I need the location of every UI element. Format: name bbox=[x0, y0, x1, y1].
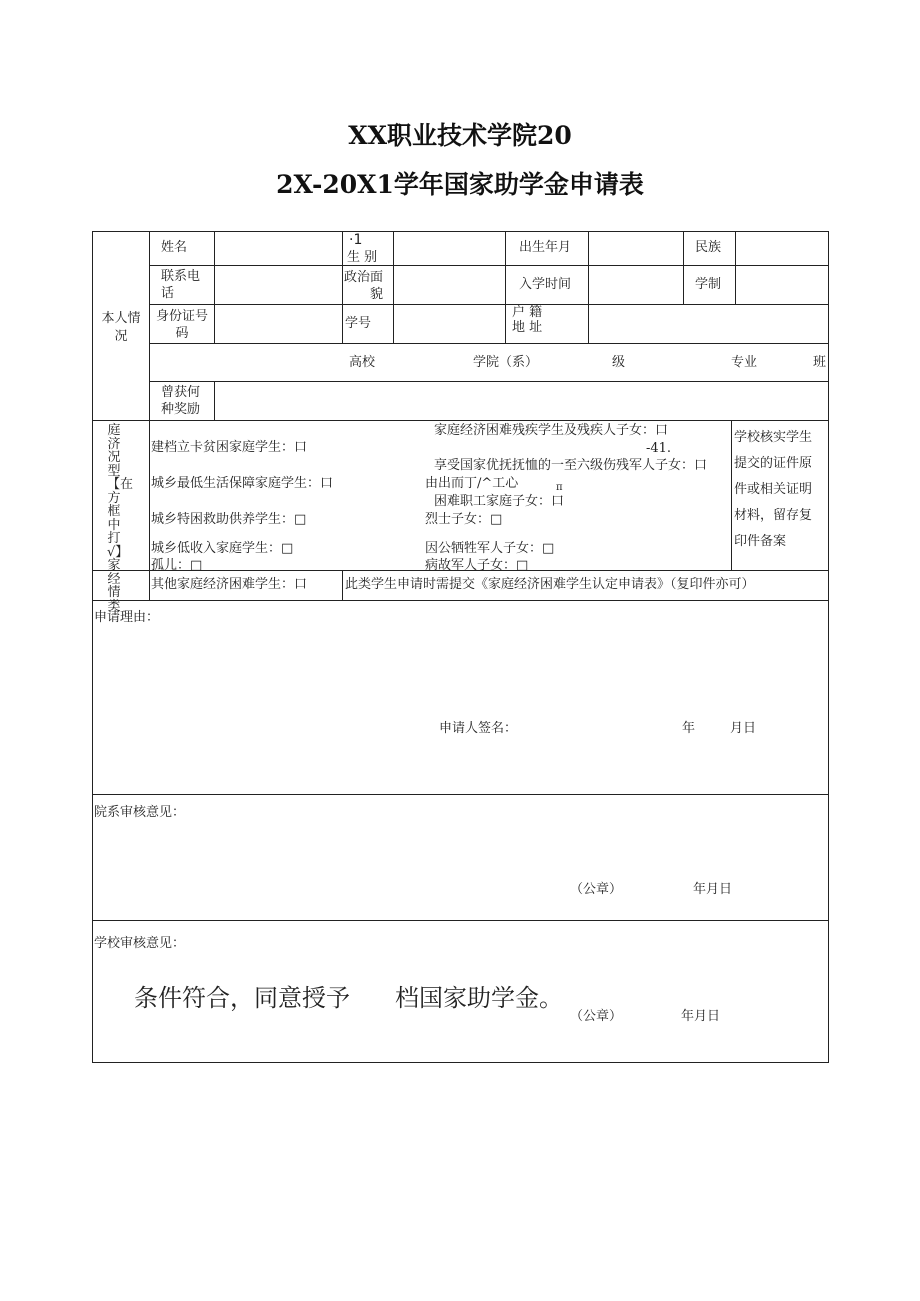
label-college: 学院（系） bbox=[473, 355, 539, 370]
form-title-line2: 2X-20X1学年国家助学金申请表 bbox=[276, 170, 644, 199]
school-review-label: 学校审核意见： bbox=[94, 936, 186, 951]
date-month-day: 月日 bbox=[730, 721, 757, 736]
school-review-text-a: 条件符合，同意授予 bbox=[134, 984, 350, 1012]
checkbox-disabled[interactable]: 家庭经济困难残疾学生及残疾人子女：口 bbox=[434, 423, 669, 438]
note-pi: π bbox=[556, 482, 563, 493]
rule bbox=[149, 343, 828, 344]
checkbox-illness-death[interactable]: 病故军人子女：□ bbox=[425, 558, 529, 573]
field-phone[interactable] bbox=[220, 277, 338, 293]
rule bbox=[214, 231, 215, 344]
field-enroll[interactable] bbox=[594, 277, 679, 293]
checkbox-other-difficulty[interactable]: 其他家庭经济困难学生：口 bbox=[151, 577, 308, 592]
label-duration: 学制 bbox=[695, 277, 722, 292]
family-type-label: 庭济况型【在方框中打√】家经情类 bbox=[107, 423, 134, 614]
field-awards[interactable] bbox=[220, 393, 823, 409]
rule bbox=[588, 231, 589, 344]
checkbox-duty-death[interactable]: 因公牺牲军人子女：□ bbox=[425, 541, 555, 556]
rule bbox=[342, 570, 343, 600]
rule bbox=[505, 231, 506, 344]
checkbox-orphan[interactable]: 孤儿：□ bbox=[151, 558, 203, 573]
checkbox-low-income[interactable]: 城乡低收入家庭学生：□ bbox=[151, 541, 294, 556]
gender-mark: ·1 bbox=[349, 232, 363, 248]
label-household: 户 籍 bbox=[512, 305, 543, 320]
label-class: 班 bbox=[813, 355, 827, 370]
checkbox-special-poverty[interactable]: 城乡特困救助供养学生：□ bbox=[151, 512, 307, 527]
label-student-no: 学号 bbox=[345, 316, 372, 331]
dept-date: 年月日 bbox=[693, 882, 733, 897]
label-gender: 生 别 bbox=[347, 250, 378, 265]
label-ethnicity: 民族 bbox=[695, 240, 722, 255]
label-idcard: 身份证号码 bbox=[155, 309, 208, 341]
reason-label: 申请理由： bbox=[94, 610, 160, 625]
label-address: 地 址 bbox=[512, 320, 543, 335]
label-grade: 级 bbox=[612, 355, 626, 370]
checkbox-minimum-living[interactable]: 城乡最低生活保障家庭学生：口 bbox=[151, 476, 334, 491]
field-student-no[interactable] bbox=[399, 316, 501, 332]
checkbox-disabled-veteran[interactable]: 享受国家优抚抚恤的一至六级伤残军人子女：口 bbox=[434, 458, 708, 473]
label-political: 政治面貌 bbox=[343, 270, 383, 302]
field-name[interactable] bbox=[220, 240, 338, 256]
rule bbox=[735, 231, 736, 305]
label-phone: 联系电话 bbox=[161, 269, 201, 301]
label-school: 高校 bbox=[349, 355, 376, 370]
section-personal-label: 本人情况 bbox=[101, 311, 141, 344]
rule bbox=[92, 920, 828, 921]
label-birth: 出生年月 bbox=[519, 240, 572, 255]
rule bbox=[731, 420, 732, 571]
dept-review-label: 院系审核意见： bbox=[94, 805, 186, 820]
label-name: 姓名 bbox=[161, 240, 188, 255]
rule bbox=[92, 600, 828, 601]
field-ethnicity[interactable] bbox=[741, 240, 823, 256]
other-note: 此类学生申请时需提交《家庭经济困难学生认定申请表》（复印件亦可） bbox=[345, 577, 755, 592]
field-household[interactable] bbox=[594, 316, 823, 332]
rule bbox=[92, 420, 828, 421]
note-mark: -41. bbox=[646, 441, 672, 456]
label-major: 专业 bbox=[731, 355, 758, 370]
rule bbox=[214, 381, 215, 420]
label-enroll: 入学时间 bbox=[519, 277, 572, 292]
rule bbox=[149, 265, 828, 266]
checkbox-registered-poverty[interactable]: 建档立卡贫困家庭学生：口 bbox=[151, 440, 308, 455]
date-year: 年 bbox=[682, 721, 696, 736]
rule bbox=[393, 231, 394, 344]
school-date: 年月日 bbox=[681, 1009, 721, 1024]
checkbox-worker-family[interactable]: 困难职工家庭子女：口 bbox=[434, 494, 565, 509]
form-title-line1: XX职业技术学院20 bbox=[348, 121, 572, 150]
dept-seal: （公章） bbox=[570, 882, 623, 897]
school-seal: （公章） bbox=[570, 1009, 623, 1024]
rule bbox=[149, 231, 150, 601]
field-political[interactable] bbox=[399, 277, 501, 293]
rule bbox=[149, 381, 828, 382]
field-birth[interactable] bbox=[594, 240, 679, 256]
application-table bbox=[92, 231, 829, 1063]
field-idcard[interactable] bbox=[220, 316, 338, 332]
rule bbox=[683, 231, 684, 305]
verify-note: 学校核实学生提交的证件原件或相关证明材料，留存复印件备案 bbox=[734, 430, 813, 549]
label-awards: 曾获何种奖励 bbox=[161, 385, 201, 417]
rule bbox=[149, 304, 828, 305]
rule bbox=[92, 794, 828, 795]
applicant-sign-label: 申请人签名： bbox=[439, 721, 518, 736]
field-duration[interactable] bbox=[741, 277, 823, 293]
checkbox-martyr[interactable]: 烈士子女：□ bbox=[425, 512, 503, 527]
school-review-text-b: 档国家助学金。 bbox=[395, 984, 563, 1012]
note-garbled: 由出而丁/^工心 bbox=[425, 476, 519, 491]
